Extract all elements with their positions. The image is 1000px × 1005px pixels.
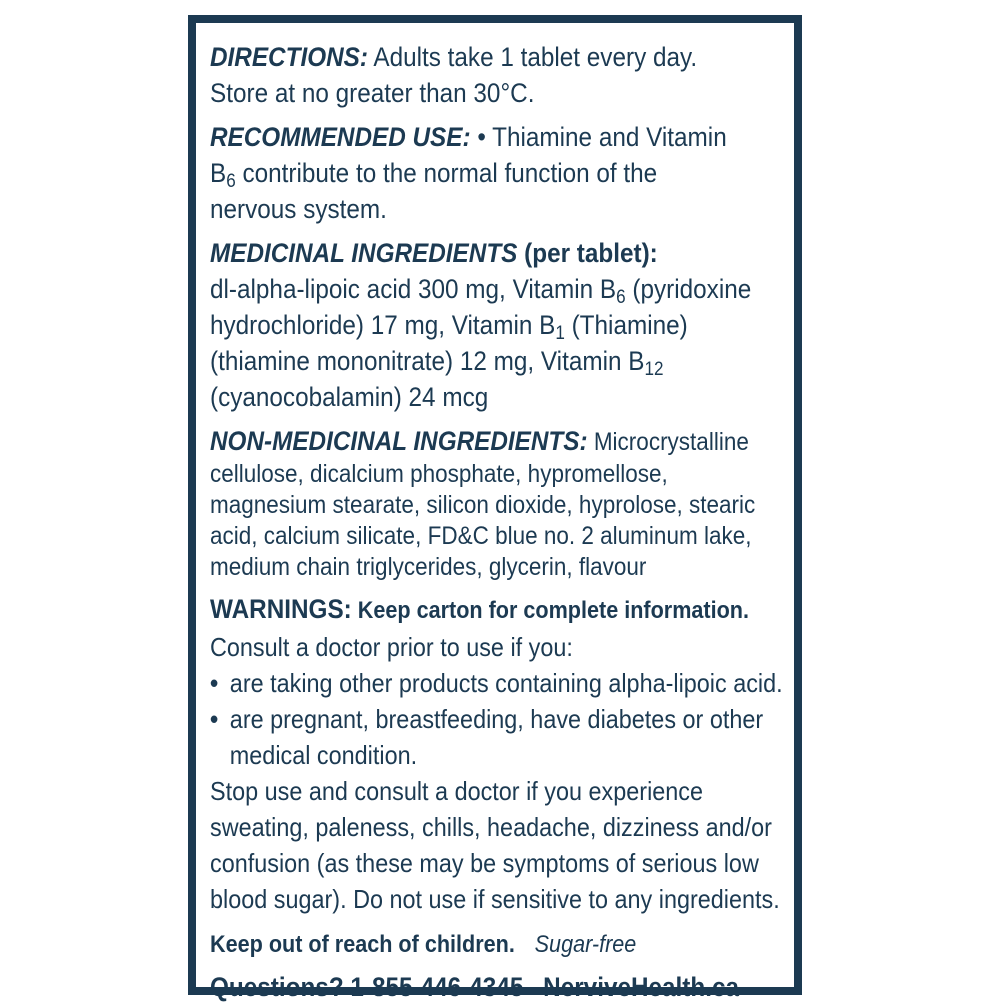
medicinal-per-tablet: (per tablet):	[517, 238, 658, 268]
warnings-subheading: Keep carton for complete information.	[351, 597, 750, 624]
warnings-stop-3: confusion (as these may be symptoms of serious low	[210, 848, 759, 878]
keep-out-of-reach: Keep out of reach of children.	[210, 931, 515, 958]
recommended-use-heading: RECOMMENDED USE:	[210, 122, 471, 152]
directions-line-1	[210, 39, 786, 75]
non-medicinal-heading: NON-MEDICINAL INGREDIENTS:	[210, 426, 588, 456]
warnings-consult: Consult a doctor prior to use if you:	[210, 632, 573, 662]
medicinal-line-3-a: (thiamine mononitrate) 12 mg, Vitamin B	[210, 346, 645, 376]
warnings-stop-4: blood sugar). Do not use if sensitive to any ingredients.	[210, 884, 780, 914]
warnings-bullet-2	[210, 701, 786, 773]
non-medicinal-text-2: cellulose, dicalcium phosphate, hypromellose,	[210, 460, 668, 488]
warnings-bullet-1	[210, 665, 786, 701]
label-panel	[188, 15, 802, 1002]
non-medicinal-text-5: medium chain triglycerides, glycerin, flavour	[210, 553, 647, 581]
medicinal-line-1	[210, 271, 786, 307]
website-link[interactable]: NerviveHealth.ca	[543, 972, 740, 1002]
non-medicinal-text-1: Microcrystalline	[587, 428, 749, 456]
medicinal-line-4: (cyanocobalamin) 24 mcg	[210, 382, 489, 412]
bullet-dot-icon: •	[210, 704, 219, 734]
medicinal-line-1-b: (pyridoxine	[625, 274, 752, 304]
recommended-use-b: B	[210, 158, 227, 188]
medicinal-line-1-a: dl-alpha-lipoic acid 300 mg, Vitamin B	[210, 274, 617, 304]
directions-heading: DIRECTIONS:	[210, 42, 368, 72]
footer-line-1	[210, 925, 786, 963]
directions-section	[210, 39, 786, 111]
directions-text-1: Adults take 1 tablet every day.	[367, 42, 698, 72]
recommended-use-text: contribute to the normal function of the	[235, 158, 658, 188]
recommended-use-section	[210, 119, 786, 227]
recommended-use-line-3: nervous system.	[210, 194, 387, 224]
non-medicinal-section	[210, 423, 786, 583]
medicinal-line-3-sub: 12	[644, 359, 664, 380]
questions-phone: Questions? 1-855-446-4345	[210, 972, 524, 1002]
medicinal-heading: MEDICINAL INGREDIENTS	[210, 238, 518, 268]
medicinal-line-2	[210, 307, 786, 343]
directions-text-2: Store at no greater than 30°C.	[210, 78, 535, 108]
medicinal-line-2-b: (Thiamine)	[564, 310, 688, 340]
recommended-use-line-2	[210, 155, 786, 191]
recommended-use-bullet: • Thiamine and Vitamin	[470, 122, 727, 152]
warnings-stop-1: Stop use and consult a doctor if you experience	[210, 776, 704, 806]
medicinal-line-2-a: hydrochloride) 17 mg, Vitamin B	[210, 310, 556, 340]
non-medicinal-text-3: magnesium stearate, silicon dioxide, hyprolose, stearic	[210, 491, 756, 519]
warnings-heading-line	[210, 591, 786, 629]
medicinal-line-2-sub: 1	[555, 323, 565, 344]
warnings-bullet-2-line-2: medical condition.	[229, 740, 418, 770]
non-medicinal-text-4: acid, calcium silicate, FD&C blue no. 2 aluminum lake,	[210, 522, 752, 550]
label-content	[210, 39, 786, 1005]
warnings-bullet-1-text: are taking other products containing alpha-lipoic acid.	[229, 668, 783, 698]
warnings-stop-2: sweating, paleness, chills, headache, dizziness and/or	[210, 812, 772, 842]
non-medicinal-line-1	[210, 423, 786, 459]
recommended-use-b-sub: 6	[226, 171, 236, 192]
medicinal-line-1-sub: 6	[616, 287, 626, 308]
bullet-dot-icon: •	[210, 668, 219, 698]
medicinal-line-3	[210, 343, 786, 379]
medicinal-heading-line	[210, 235, 786, 271]
warnings-section	[210, 591, 786, 917]
warnings-bullet-2-line-1: are pregnant, breastfeeding, have diabetes or other	[229, 704, 764, 734]
recommended-use-line-1	[210, 119, 786, 155]
sugar-free-label: Sugar-free	[534, 931, 637, 958]
medicinal-section	[210, 235, 786, 415]
warnings-heading: WARNINGS:	[210, 594, 352, 624]
